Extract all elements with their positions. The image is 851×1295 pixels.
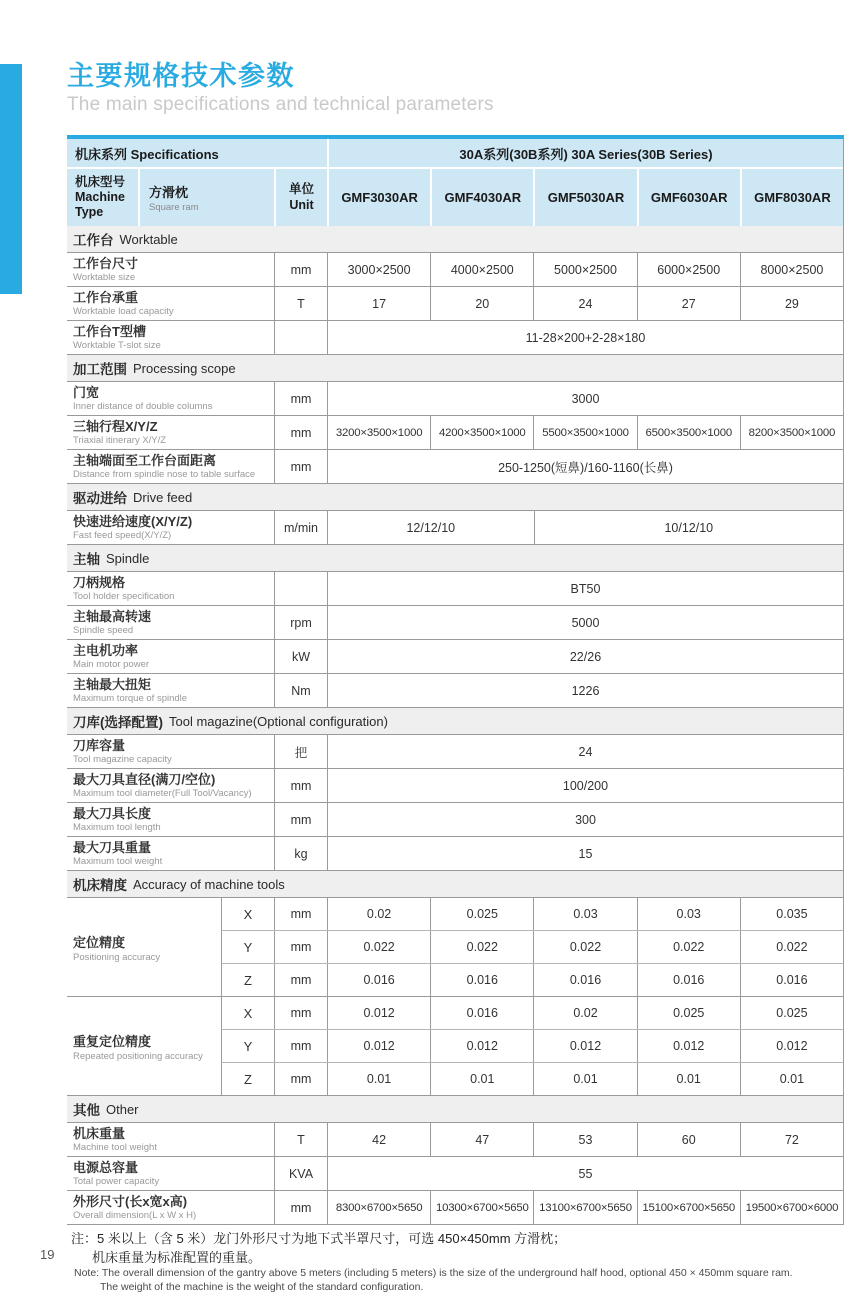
row-unit bbox=[274, 572, 327, 605]
spec-row bbox=[67, 837, 843, 871]
axis-label: Y bbox=[221, 1030, 274, 1062]
page-title: 主要规格技术参数 bbox=[67, 61, 295, 91]
row-label-zh: 机床重量 bbox=[73, 1125, 126, 1141]
group-label-en: Positioning accuracy bbox=[73, 951, 161, 963]
spec-value: 0.02 bbox=[327, 898, 430, 930]
spec-value: 0.012 bbox=[327, 1030, 430, 1062]
row-label-en: Overall dimension(L x W x H) bbox=[73, 1209, 197, 1221]
axis-label: X bbox=[221, 997, 274, 1029]
model-header-gmf6030ar: GMF6030AR bbox=[637, 169, 740, 226]
row-label-zh: 电源总容量 bbox=[73, 1159, 139, 1175]
row-unit: mm bbox=[274, 1063, 327, 1095]
spec-value: 42 bbox=[327, 1123, 430, 1156]
axis-row bbox=[221, 1030, 843, 1063]
model-header-gmf8030ar: GMF8030AR bbox=[740, 169, 843, 226]
row-unit: m/min bbox=[274, 511, 327, 544]
spec-value: 0.03 bbox=[637, 898, 740, 930]
row-label bbox=[67, 416, 274, 449]
square-ram-en: Square ram bbox=[149, 202, 199, 214]
spec-row bbox=[67, 253, 843, 287]
spec-row bbox=[67, 287, 843, 321]
row-label-en: Distance from spindle nose to table surface bbox=[73, 468, 256, 480]
spec-value: 0.012 bbox=[740, 1030, 843, 1062]
unit-header bbox=[274, 169, 327, 226]
spec-row bbox=[67, 1123, 843, 1157]
spec-value: 0.012 bbox=[327, 997, 430, 1029]
spec-value: 4200×3500×1000 bbox=[430, 416, 533, 449]
spec-value: 300 bbox=[327, 803, 843, 836]
row-label-zh: 刀库容量 bbox=[73, 737, 126, 753]
row-label-en: Worktable size bbox=[73, 271, 136, 283]
axis-row bbox=[221, 964, 843, 996]
row-label-zh: 工作台T型槽 bbox=[73, 323, 146, 339]
page-subtitle: The main specifications and technical parameters bbox=[67, 94, 494, 116]
row-label-en: Worktable T-slot size bbox=[73, 339, 161, 351]
spec-row bbox=[67, 803, 843, 837]
group-label bbox=[67, 997, 221, 1095]
model-header-gmf4030ar: GMF4030AR bbox=[430, 169, 533, 226]
spec-value: 3000×2500 bbox=[327, 253, 430, 286]
row-label-zh: 主电机功率 bbox=[73, 642, 139, 658]
row-label-en: Fast feed speed(X/Y/Z) bbox=[73, 529, 172, 541]
header-row-models bbox=[67, 169, 843, 226]
square-ram-header bbox=[138, 169, 274, 226]
row-label-en: Maximum tool length bbox=[73, 821, 161, 833]
spec-value: 13100×6700×5650 bbox=[533, 1191, 636, 1224]
row-label bbox=[67, 1157, 274, 1190]
page-content bbox=[67, 60, 844, 1294]
row-label-zh: 最大刀具长度 bbox=[73, 805, 152, 821]
section-title-en: Spindle bbox=[106, 550, 150, 566]
group-label bbox=[67, 898, 221, 996]
row-unit: mm bbox=[274, 997, 327, 1029]
row-unit: mm bbox=[274, 964, 327, 996]
square-ram-zh: 方滑枕 bbox=[149, 185, 189, 201]
row-label-zh: 主轴最大扭矩 bbox=[73, 676, 152, 692]
spec-value: 5000 bbox=[327, 606, 843, 639]
row-unit: mm bbox=[274, 382, 327, 415]
row-unit bbox=[274, 321, 327, 354]
section-title-zh: 机床精度 bbox=[73, 878, 127, 894]
section-title-en: Worktable bbox=[119, 231, 178, 247]
spec-table-header bbox=[67, 139, 843, 226]
accuracy-group bbox=[67, 898, 843, 997]
spec-value: 0.02 bbox=[533, 997, 636, 1029]
row-label-zh: 工作台承重 bbox=[73, 289, 139, 305]
row-unit: Nm bbox=[274, 674, 327, 707]
spec-row bbox=[67, 769, 843, 803]
row-unit: T bbox=[274, 1123, 327, 1156]
spec-table bbox=[67, 135, 844, 1225]
row-label bbox=[67, 572, 274, 605]
spec-value: 250-1250(短鼻)/160-1160(长鼻) bbox=[327, 450, 843, 483]
row-label bbox=[67, 287, 274, 320]
spec-value: 47 bbox=[430, 1123, 533, 1156]
spec-value: 8300×6700×5650 bbox=[327, 1191, 430, 1224]
spec-value: 0.025 bbox=[430, 898, 533, 930]
spec-value: 0.016 bbox=[430, 964, 533, 996]
spec-value: 1226 bbox=[327, 674, 843, 707]
spec-row bbox=[67, 321, 843, 355]
axis-row bbox=[221, 898, 843, 931]
axis-label: Z bbox=[221, 964, 274, 996]
section-title-en: Accuracy of machine tools bbox=[133, 876, 285, 892]
row-label bbox=[67, 382, 274, 415]
spec-value: 53 bbox=[533, 1123, 636, 1156]
axis-label: Y bbox=[221, 931, 274, 963]
row-unit: T bbox=[274, 287, 327, 320]
spec-value: 5000×2500 bbox=[533, 253, 636, 286]
spec-value: 24 bbox=[327, 735, 843, 768]
section-title-zh: 其他 bbox=[73, 1103, 100, 1119]
spec-value: 10/12/10 bbox=[534, 511, 843, 544]
spec-value: BT50 bbox=[327, 572, 843, 605]
row-label bbox=[67, 606, 274, 639]
section-title-en: Other bbox=[106, 1101, 139, 1117]
spec-value: 0.012 bbox=[430, 1030, 533, 1062]
spec-value: 0.01 bbox=[533, 1063, 636, 1095]
spec-value: 0.022 bbox=[430, 931, 533, 963]
spec-value: 0.012 bbox=[533, 1030, 636, 1062]
note-en-line1: Note: The overall dimension of the gantry above 5 meters (including 5 meters) is the size of the underground half hood, optional 450 × 450mm square ram. bbox=[74, 1267, 793, 1280]
spec-value: 8200×3500×1000 bbox=[740, 416, 843, 449]
row-label-zh: 工作台尺寸 bbox=[73, 255, 139, 271]
row-label-en: Worktable load capacity bbox=[73, 305, 174, 317]
row-label bbox=[67, 253, 274, 286]
row-label bbox=[67, 674, 274, 707]
spec-value: 0.012 bbox=[637, 1030, 740, 1062]
row-unit: mm bbox=[274, 1030, 327, 1062]
row-label bbox=[67, 450, 274, 483]
group-label-zh: 重复定位精度 bbox=[73, 1033, 152, 1049]
spec-row bbox=[67, 674, 843, 708]
spec-value: 20 bbox=[430, 287, 533, 320]
group-label-en: Repeated positioning accuracy bbox=[73, 1050, 203, 1062]
spec-value: 55 bbox=[327, 1157, 843, 1190]
spec-value: 3000 bbox=[327, 382, 843, 415]
section-header bbox=[67, 355, 843, 382]
row-unit: mm bbox=[274, 416, 327, 449]
section-title-zh: 主轴 bbox=[73, 552, 100, 568]
row-unit: mm bbox=[274, 253, 327, 286]
spec-row bbox=[67, 640, 843, 674]
axis-row bbox=[221, 931, 843, 964]
row-label bbox=[67, 1191, 274, 1224]
row-label-zh: 最大刀具直径(满刀/空位) bbox=[73, 771, 216, 787]
row-unit: rpm bbox=[274, 606, 327, 639]
spec-value: 72 bbox=[740, 1123, 843, 1156]
unit-header-en: Unit bbox=[289, 197, 314, 212]
spec-value: 5500×3500×1000 bbox=[533, 416, 636, 449]
section-title-zh: 刀库(选择配置) bbox=[73, 715, 163, 731]
row-label bbox=[67, 640, 274, 673]
spec-value: 0.01 bbox=[740, 1063, 843, 1095]
spec-row bbox=[67, 1157, 843, 1191]
row-label bbox=[67, 1123, 274, 1156]
spec-value: 0.022 bbox=[327, 931, 430, 963]
row-label-en: Tool holder specification bbox=[73, 590, 175, 602]
row-label bbox=[67, 511, 274, 544]
row-label-zh: 三轴行程X/Y/Z bbox=[73, 418, 158, 434]
row-label-en: Maximum torque of spindle bbox=[73, 692, 188, 704]
axis-label: Z bbox=[221, 1063, 274, 1095]
spec-value: 100/200 bbox=[327, 769, 843, 802]
section-header bbox=[67, 226, 843, 253]
section-header bbox=[67, 484, 843, 511]
row-unit: mm bbox=[274, 803, 327, 836]
row-label-zh: 最大刀具重量 bbox=[73, 839, 152, 855]
spec-value: 15100×6700×5650 bbox=[637, 1191, 740, 1224]
spec-value: 0.035 bbox=[740, 898, 843, 930]
spec-value: 24 bbox=[533, 287, 636, 320]
row-unit: mm bbox=[274, 769, 327, 802]
spec-value: 29 bbox=[740, 287, 843, 320]
axis-row bbox=[221, 997, 843, 1030]
spec-value: 15 bbox=[327, 837, 843, 870]
row-unit: kg bbox=[274, 837, 327, 870]
spec-value: 0.01 bbox=[430, 1063, 533, 1095]
series-value: 30A系列(30B系列) 30A Series(30B Series) bbox=[327, 139, 843, 167]
section-title-en: Tool magazine(Optional configuration) bbox=[169, 713, 388, 729]
group-rows bbox=[221, 997, 843, 1095]
row-label-zh: 门宽 bbox=[73, 384, 100, 400]
row-label-zh: 刀柄规格 bbox=[73, 574, 126, 590]
spec-value: 12/12/10 bbox=[327, 511, 534, 544]
spec-value: 27 bbox=[637, 287, 740, 320]
section-title-en: Processing scope bbox=[133, 360, 236, 376]
accuracy-group bbox=[67, 997, 843, 1096]
spec-value: 22/26 bbox=[327, 640, 843, 673]
spec-value: 3200×3500×1000 bbox=[327, 416, 430, 449]
spec-value: 0.022 bbox=[533, 931, 636, 963]
section-title-zh: 驱动进给 bbox=[73, 491, 127, 507]
spec-row bbox=[67, 450, 843, 484]
spec-value: 0.016 bbox=[430, 997, 533, 1029]
footnotes bbox=[67, 1230, 844, 1293]
spec-value: 0.016 bbox=[327, 964, 430, 996]
row-label-en: Maximum tool diameter(Full Tool/Vacancy) bbox=[73, 787, 252, 799]
row-unit: kW bbox=[274, 640, 327, 673]
spec-value: 19500×6700×6000 bbox=[740, 1191, 843, 1224]
axis-row bbox=[221, 1063, 843, 1095]
note-en-line2: The weight of the machine is the weight of the standard configuration. bbox=[100, 1280, 424, 1293]
axis-label: X bbox=[221, 898, 274, 930]
row-label bbox=[67, 735, 274, 768]
spec-value: 11-28×200+2-28×180 bbox=[327, 321, 843, 354]
spec-row bbox=[67, 572, 843, 606]
series-label: 机床系列 Specifications bbox=[75, 146, 219, 162]
spec-row bbox=[67, 382, 843, 416]
spec-value: 60 bbox=[637, 1123, 740, 1156]
spec-row bbox=[67, 511, 843, 545]
section-header bbox=[67, 545, 843, 572]
spec-value: 4000×2500 bbox=[430, 253, 533, 286]
row-label-en: Triaxial itinerary X/Y/Z bbox=[73, 434, 167, 446]
spec-value: 0.022 bbox=[637, 931, 740, 963]
spec-value: 0.01 bbox=[637, 1063, 740, 1095]
model-header-gmf5030ar: GMF5030AR bbox=[533, 169, 636, 226]
group-rows bbox=[221, 898, 843, 996]
note-zh-line2: 机床重量为标准配置的重量。 bbox=[92, 1250, 262, 1266]
spec-value: 6000×2500 bbox=[637, 253, 740, 286]
spec-value: 0.025 bbox=[740, 997, 843, 1029]
row-label-en: Main motor power bbox=[73, 658, 150, 670]
section-header bbox=[67, 1096, 843, 1123]
spec-value: 17 bbox=[327, 287, 430, 320]
row-label-en: Maximum tool weight bbox=[73, 855, 163, 867]
spec-value: 0.03 bbox=[533, 898, 636, 930]
row-label-zh: 外形尺寸(长x宽x高) bbox=[73, 1193, 188, 1209]
header-row-series bbox=[67, 139, 843, 169]
row-unit: mm bbox=[274, 931, 327, 963]
row-unit: KVA bbox=[274, 1157, 327, 1190]
section-header bbox=[67, 871, 843, 898]
spec-value: 10300×6700×5650 bbox=[430, 1191, 533, 1224]
section-title-zh: 加工范围 bbox=[73, 362, 127, 378]
accent-sidebar-bar bbox=[0, 64, 22, 294]
section-title-en: Drive feed bbox=[133, 489, 193, 505]
row-unit: mm bbox=[274, 1191, 327, 1224]
model-header-gmf3030ar: GMF3030AR bbox=[327, 169, 430, 226]
row-label-en: Machine tool weight bbox=[73, 1141, 157, 1153]
spec-row bbox=[67, 606, 843, 640]
row-label-zh: 快速进给速度(X/Y/Z) bbox=[73, 513, 193, 529]
spec-value: 0.016 bbox=[533, 964, 636, 996]
spec-value: 0.01 bbox=[327, 1063, 430, 1095]
spec-value: 0.025 bbox=[637, 997, 740, 1029]
row-label-en: Total power capacity bbox=[73, 1175, 160, 1187]
group-label-zh: 定位精度 bbox=[73, 934, 126, 950]
machine-type-header: 机床型号 Machine Type bbox=[75, 175, 126, 220]
row-label bbox=[67, 769, 274, 802]
row-label-zh: 主轴最高转速 bbox=[73, 608, 152, 624]
row-label-en: Inner distance of double columns bbox=[73, 400, 213, 412]
spec-value: 0.022 bbox=[740, 931, 843, 963]
row-label-en: Tool magazine capacity bbox=[73, 753, 172, 765]
row-label bbox=[67, 837, 274, 870]
spec-row bbox=[67, 416, 843, 450]
row-unit: mm bbox=[274, 450, 327, 483]
spec-row bbox=[67, 735, 843, 769]
spec-value: 0.016 bbox=[637, 964, 740, 996]
spec-value: 0.016 bbox=[740, 964, 843, 996]
section-title-zh: 工作台 bbox=[73, 233, 114, 249]
row-unit: 把 bbox=[274, 735, 327, 768]
spec-value: 6500×3500×1000 bbox=[637, 416, 740, 449]
unit-header-zh: 单位 bbox=[288, 182, 314, 197]
page-number: 19 bbox=[40, 1247, 55, 1262]
spec-table-body bbox=[67, 226, 843, 1224]
row-label bbox=[67, 803, 274, 836]
row-unit: mm bbox=[274, 898, 327, 930]
spec-value: 8000×2500 bbox=[740, 253, 843, 286]
row-label-en: Spindle speed bbox=[73, 624, 134, 636]
row-label bbox=[67, 321, 274, 354]
row-label-zh: 主轴端面至工作台面距离 bbox=[73, 452, 217, 468]
section-header bbox=[67, 708, 843, 735]
spec-row bbox=[67, 1191, 843, 1224]
note-zh-line1: 注：5 米以上（含 5 米）龙门外形尺寸为地下式半罩尺寸，可选 450×450mm 方滑枕； bbox=[71, 1231, 567, 1247]
